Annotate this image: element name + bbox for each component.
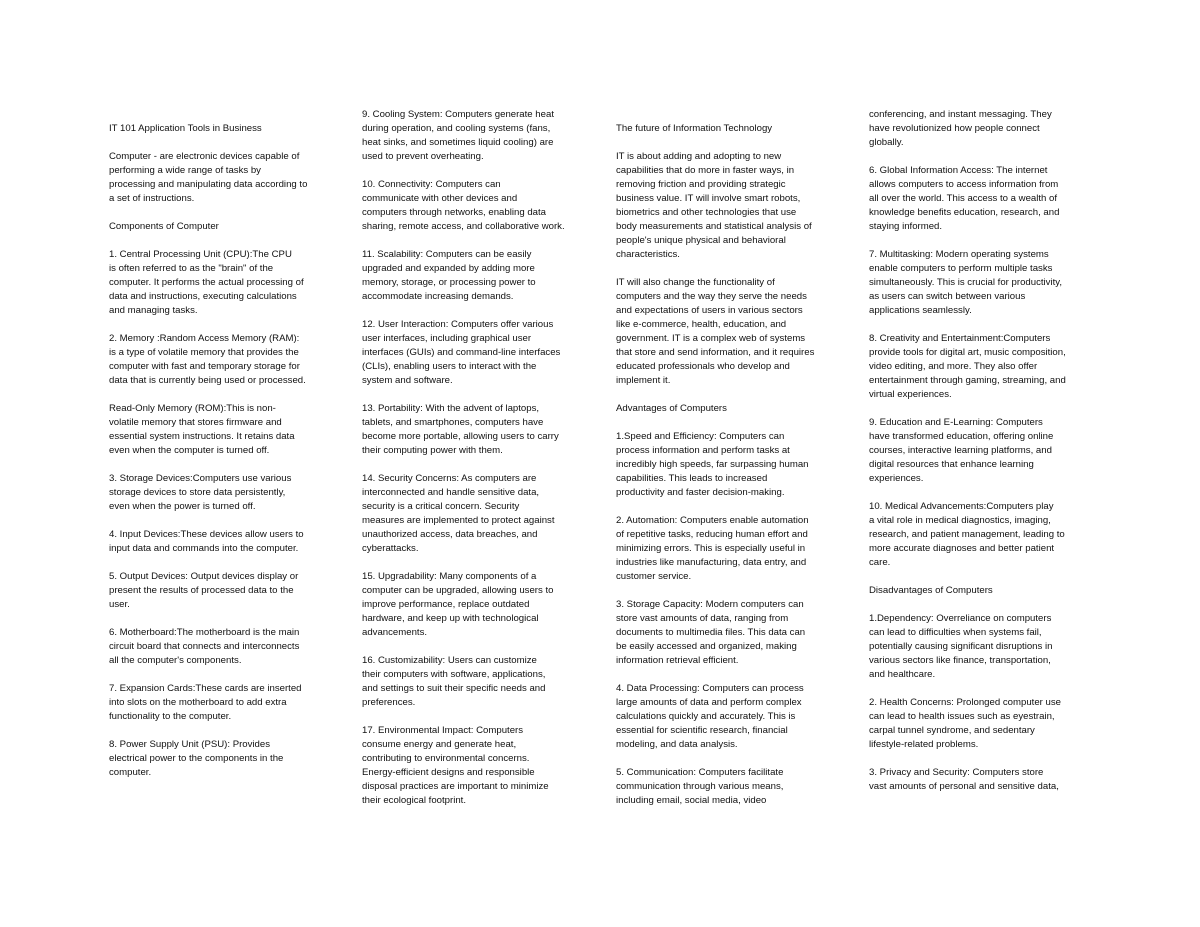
paragraph: 4. Data Processing: Computers can process large amounts of data and perform complex calculations quickly and accurately. This is essential for scientific research, financial modeling, and data analysis. xyxy=(616,683,804,750)
paragraph: 1. Central Processing Unit (CPU):The CPU is often referred to as the "brain" of the computer. It performs the actual processing of data and instructions, executing calculations and managing tasks. xyxy=(109,249,304,316)
paragraph: 7. Multitasking: Modern operating systems enable computers to perform multiple tasks simultaneously. This is crucial for productivity, as users can switch between various applications seamlessly. xyxy=(869,249,1063,316)
paragraph: conferencing, and instant messaging. They have revolutionized how people connect globally. xyxy=(869,109,1052,148)
column-2 xyxy=(362,108,590,822)
paragraph: 6. Global Information Access: The internet allows computers to access information from all over the world. This access to a wealth of knowledge benefits education, research, and staying informed. xyxy=(869,165,1060,232)
paragraph: 15. Upgradability: Many components of a computer can be upgraded, allowing users to improve performance, replace outdated hardware, and keep up with technological advancements. xyxy=(362,571,554,638)
paragraph: 9. Education and E-Learning: Computers have transformed education, offering online courses, interactive learning platforms, and digital resources that enhance learning experiences. xyxy=(869,417,1054,484)
paragraph: 10. Medical Advancements:Computers play a vital role in medical diagnostics, imaging, research, and patient management, leading to more accurate diagnoses and better patient care. xyxy=(869,501,1065,568)
paragraph: Advantages of Computers xyxy=(616,403,727,414)
paragraph: 14. Security Concerns: As computers are interconnected and handle sensitive data, security is a critical concern. Security measures are implemented to protect against unauthorized access, data breaches, and cyberattacks. xyxy=(362,473,555,554)
paragraph: 7. Expansion Cards:These cards are inserted into slots on the motherboard to add extra functionality to the computer. xyxy=(109,683,302,722)
paragraph: 9. Cooling System: Computers generate heat during operation, and cooling systems (fans, heat sinks, and sometimes liquid cooling) are used to prevent overheating. xyxy=(362,109,554,162)
paragraph: 3. Storage Capacity: Modern computers can store vast amounts of data, ranging from documents to multimedia files. This data can be easily accessed and organized, making information retrieval efficient. xyxy=(616,599,806,666)
column-4 xyxy=(869,108,1097,808)
paragraph: Disadvantages of Computers xyxy=(869,585,993,596)
paragraph: 12. User Interaction: Computers offer various user interfaces, including graphical user interfaces (GUIs) and command-line interfaces (CLIs), enabling users to interact with the system and software. xyxy=(362,319,561,386)
paragraph: 8. Power Supply Unit (PSU): Provides electrical power to the components in the computer. xyxy=(109,739,284,778)
paragraph: 5. Output Devices: Output devices display or present the results of processed data to the user. xyxy=(109,571,299,610)
column-1 xyxy=(109,122,337,794)
paragraph: IT will also change the functionality of computers and the way they serve the needs and expectations of users in various sectors like e-commerce, health, education, and government. IT is a complex web of systems that store and send information, and it requires educated professionals who develop and implement it. xyxy=(616,277,815,386)
paragraph: The future of Information Technology xyxy=(616,123,773,134)
paragraph: 17. Environmental Impact: Computers consume energy and generate heat, contributing to environmental concerns. Energy-efficient designs and responsible disposal practices are important to minimize their ecological footprint. xyxy=(362,725,549,806)
paragraph: Components of Computer xyxy=(109,221,219,232)
paragraph: Computer - are electronic devices capable of performing a wide range of tasks by processing and manipulating data according to a set of instructions. xyxy=(109,151,308,204)
paragraph: Read-Only Memory (ROM):This is non- volatile memory that stores firmware and essential system instructions. It retains data even when the computer is turned off. xyxy=(109,403,295,456)
paragraph: IT 101 Application Tools in Business xyxy=(109,123,262,134)
paragraph: 3. Privacy and Security: Computers store vast amounts of personal and sensitive data, xyxy=(869,767,1059,792)
paragraph: 16. Customizability: Users can customize their computers with software, applications, and settings to suit their specific needs and preferences. xyxy=(362,655,546,708)
paragraph: 13. Portability: With the advent of laptops, tablets, and smartphones, computers have become more portable, allowing users to carry their computing power with them. xyxy=(362,403,559,456)
paragraph: 6. Motherboard:The motherboard is the main circuit board that connects and interconnects all the computer's components. xyxy=(109,627,300,666)
paragraph: 2. Health Concerns: Prolonged computer use can lead to health issues such as eyestrain, carpal tunnel syndrome, and sedentary lifestyle-related problems. xyxy=(869,697,1061,750)
paragraph: IT is about adding and adopting to new capabilities that do more in faster ways, in removing friction and providing strategic business value. IT will involve smart robots, biometrics and other technologies that use body measurements and statistical analysis of people's unique physical and behavioral characteristics. xyxy=(616,151,812,260)
paragraph: 11. Scalability: Computers can be easily upgraded and expanded by adding more memory, storage, or processing power to accommodate increasing demands. xyxy=(362,249,536,302)
paragraph: 3. Storage Devices:Computers use various storage devices to store data persistently, even when the power is turned off. xyxy=(109,473,292,512)
paragraph: 1.Speed and Efficiency: Computers can process information and perform tasks at incredibly high speeds, far surpassing human capabilities. This leads to increased productivity and faster decision-making. xyxy=(616,431,809,498)
paragraph: 8. Creativity and Entertainment:Computers provide tools for digital art, music composition, video editing, and more. They also offer entertainment through gaming, streaming, and virtual experiences. xyxy=(869,333,1066,400)
column-3 xyxy=(616,122,844,822)
paragraph: 2. Automation: Computers enable automation of repetitive tasks, reducing human effort and minimizing errors. This is especially useful in industries like manufacturing, data entry, and customer service. xyxy=(616,515,809,582)
paragraph: 10. Connectivity: Computers can communicate with other devices and computers through networks, enabling data sharing, remote access, and collaborative work. xyxy=(362,179,565,232)
paragraph: 1.Dependency: Overreliance on computers can lead to difficulties when systems fail, potentially causing significant disruptions in various sectors like finance, transportation, and healthcare. xyxy=(869,613,1053,680)
paragraph: 5. Communication: Computers facilitate communication through various means, including email, social media, video xyxy=(616,767,784,806)
paragraph: 2. Memory :Random Access Memory (RAM): is a type of volatile memory that provides the computer with fast and temporary storage for data that is currently being used or processed. xyxy=(109,333,306,386)
paragraph: 4. Input Devices:These devices allow users to input data and commands into the computer. xyxy=(109,529,304,554)
